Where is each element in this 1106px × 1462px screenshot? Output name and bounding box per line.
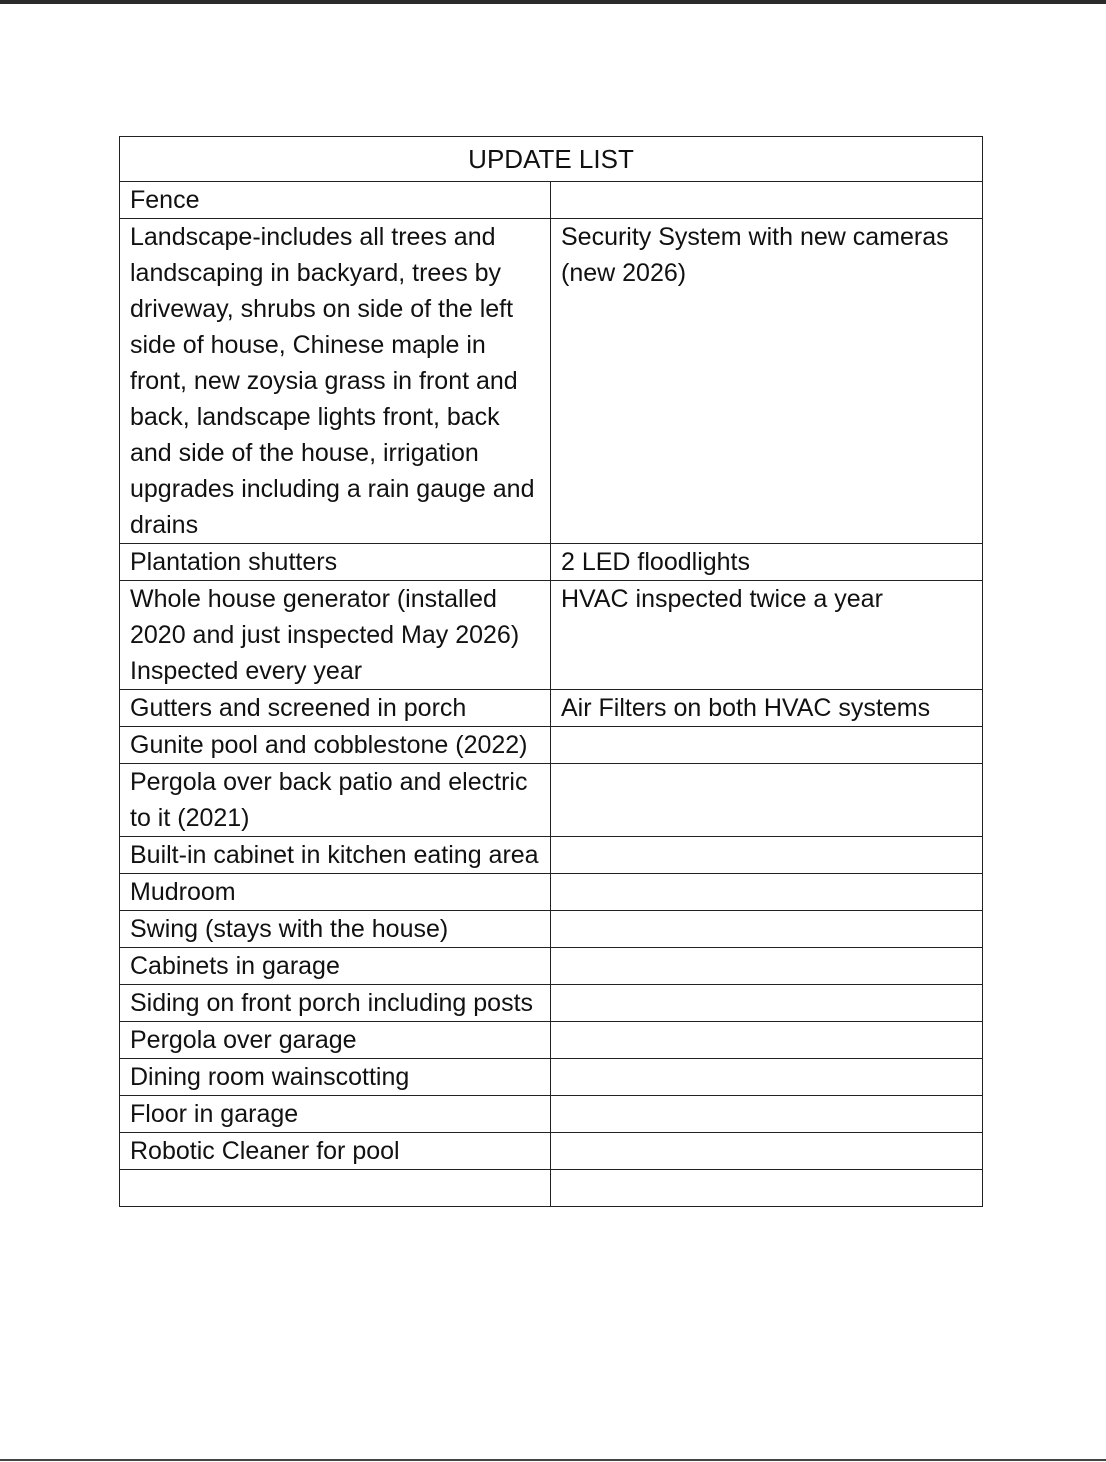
left-cell: Cabinets in garage [120,948,551,985]
left-cell: Mudroom [120,874,551,911]
left-cell: Pergola over garage [120,1022,551,1059]
left-cell: Pergola over back patio and electric to it (2021) [120,764,551,837]
bottom-border [0,1459,1106,1461]
table-row [120,182,983,219]
left-cell: Whole house generator (installed 2020 and just inspected May 2026) Inspected every year [120,581,551,690]
right-cell [551,1022,983,1059]
right-cell [551,1096,983,1133]
right-cell [551,837,983,874]
right-cell [551,911,983,948]
right-cell [551,1133,983,1170]
table-title-row [120,137,983,182]
left-cell: Fence [120,182,551,219]
table-row [120,219,983,544]
table-title: UPDATE LIST [120,137,983,182]
right-cell [551,182,983,219]
left-cell: Plantation shutters [120,544,551,581]
right-cell [551,948,983,985]
table-row [120,985,983,1022]
left-cell: Swing (stays with the house) [120,911,551,948]
right-cell: HVAC inspected twice a year [551,581,983,690]
table-row [120,764,983,837]
left-cell: Siding on front porch including posts [120,985,551,1022]
right-cell [551,764,983,837]
table-row [120,727,983,764]
table-row [120,544,983,581]
table-row [120,1133,983,1170]
left-cell: Landscape-includes all trees and landscaping in backyard, trees by driveway, shrubs on side of the left side of house, Chinese maple in front, new zoysia grass in front and back, landscape lights front, back and side of the house, irrigation upgrades including a rain gauge and drains [120,219,551,544]
table-row-empty [120,1170,983,1207]
table-row [120,911,983,948]
table-row [120,1059,983,1096]
table-row [120,581,983,690]
right-cell: Security System with new cameras (new 2026) [551,219,983,544]
left-cell: Gutters and screened in porch [120,690,551,727]
table-row [120,1096,983,1133]
table-row [120,1022,983,1059]
right-cell: Air Filters on both HVAC systems [551,690,983,727]
update-list-table [119,136,983,1207]
top-border [0,0,1106,4]
left-cell: Built-in cabinet in kitchen eating area [120,837,551,874]
table-row [120,948,983,985]
left-cell: Dining room wainscotting [120,1059,551,1096]
left-cell: Floor in garage [120,1096,551,1133]
right-cell: 2 LED floodlights [551,544,983,581]
right-cell [551,874,983,911]
table-row [120,874,983,911]
left-cell [120,1170,551,1207]
right-cell [551,727,983,764]
right-cell [551,1170,983,1207]
table-row [120,690,983,727]
left-cell: Gunite pool and cobblestone (2022) [120,727,551,764]
right-cell [551,1059,983,1096]
table-row [120,837,983,874]
left-cell: Robotic Cleaner for pool [120,1133,551,1170]
right-cell [551,985,983,1022]
